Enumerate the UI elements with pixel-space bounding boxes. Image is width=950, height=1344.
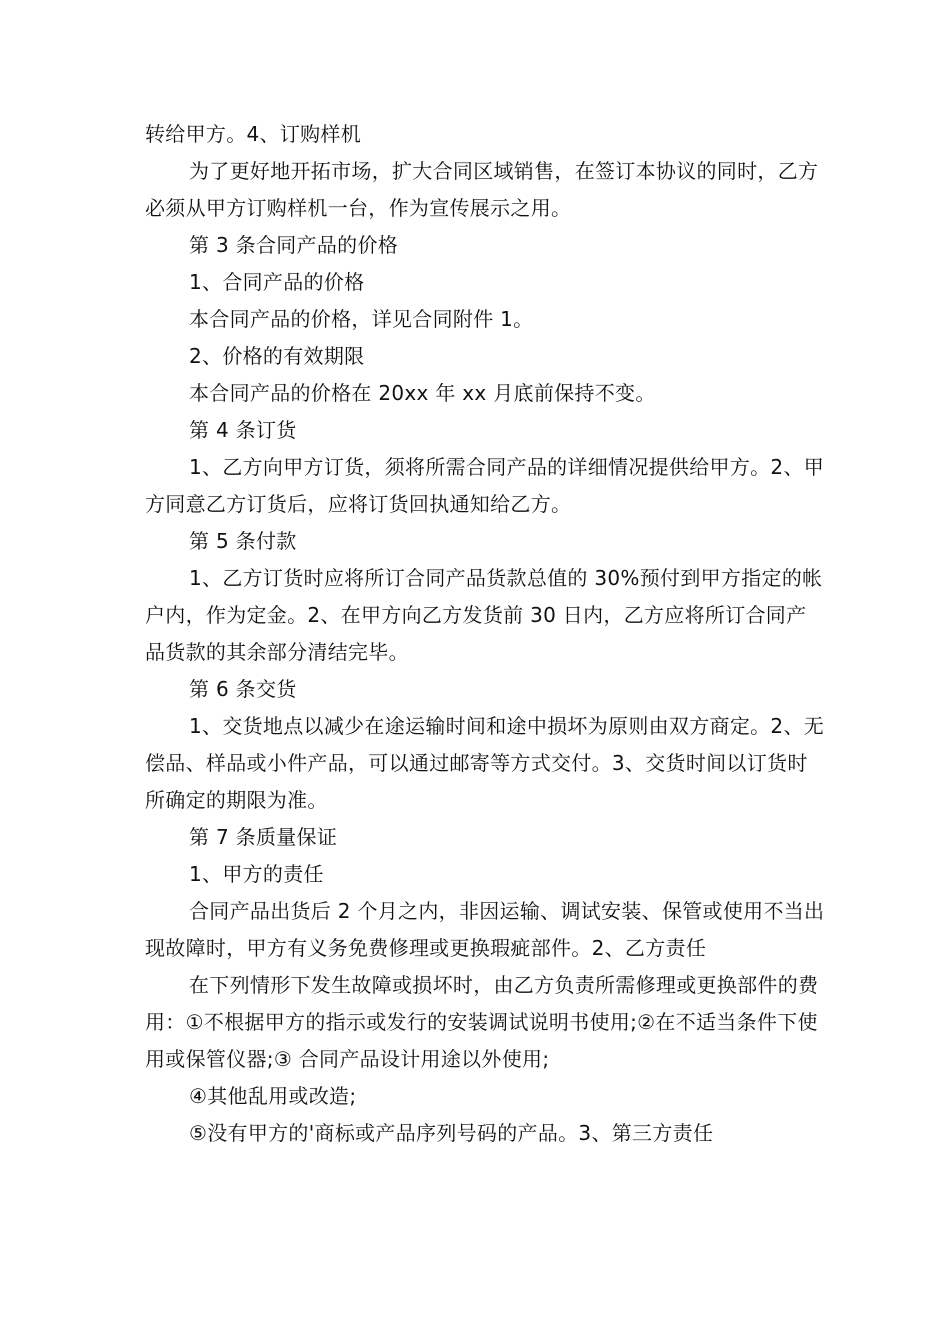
paragraph: 本合同产品的价格，详见合同附件 1。 [189,307,534,331]
section-heading: 第 6 条交货 [189,677,297,701]
paragraph: 合同产品出货后 2 个月之内，非因运输、调试安装、保管或使用不当出现故障时，甲方有义务免费修理或更换瑕疵部件。2、乙方责任 [145,899,825,960]
paragraph: 转给甲方。4、订购样机 [145,122,362,146]
paragraph: ④其他乱用或改造; [189,1084,357,1108]
section-heading: 第 4 条订货 [189,418,297,442]
section-heading: 第 3 条合同产品的价格 [189,233,399,257]
document-body [145,116,825,1152]
paragraph: 1、交货地点以减少在途运输时间和途中损坏为原则由双方商定。2、无偿品、样品或小件产品，可以通过邮寄等方式交付。3、交货时间以订货时所确定的期限为准。 [145,714,825,812]
paragraph: ⑤没有甲方的'商标或产品序列号码的产品。3、第三方责任 [189,1121,714,1145]
paragraph: 为了更好地开拓市场，扩大合同区域销售，在签订本协议的同时，乙方必须从甲方订购样机一台，作为宣传展示之用。 [145,159,819,220]
subsection-heading: 2、价格的有效期限 [189,344,365,368]
paragraph: 1、乙方向甲方订货，须将所需合同产品的详细情况提供给甲方。2、甲方同意乙方订货后，应将订货回执通知给乙方。 [145,455,825,516]
paragraph: 1、乙方订货时应将所订合同产品货款总值的 30%预付到甲方指定的帐户内，作为定金。2、在甲方向乙方发货前 30 日内，乙方应将所订合同产品货款的其余部分清结完毕。 [145,566,823,664]
subsection-heading: 1、甲方的责任 [189,862,324,886]
paragraph: 本合同产品的价格在 20xx 年 xx 月底前保持不变。 [189,381,656,405]
paragraph: 在下列情形下发生故障或损坏时，由乙方负责所需修理或更换部件的费用：①不根据甲方的指示或发行的安装调试说明书使用;②在不适当条件下使用或保管仪器;③ 合同产品设计用途以外使用; [145,973,819,1071]
section-heading: 第 7 条质量保证 [189,825,338,849]
subsection-heading: 1、合同产品的价格 [189,270,365,294]
section-heading: 第 5 条付款 [189,529,297,553]
